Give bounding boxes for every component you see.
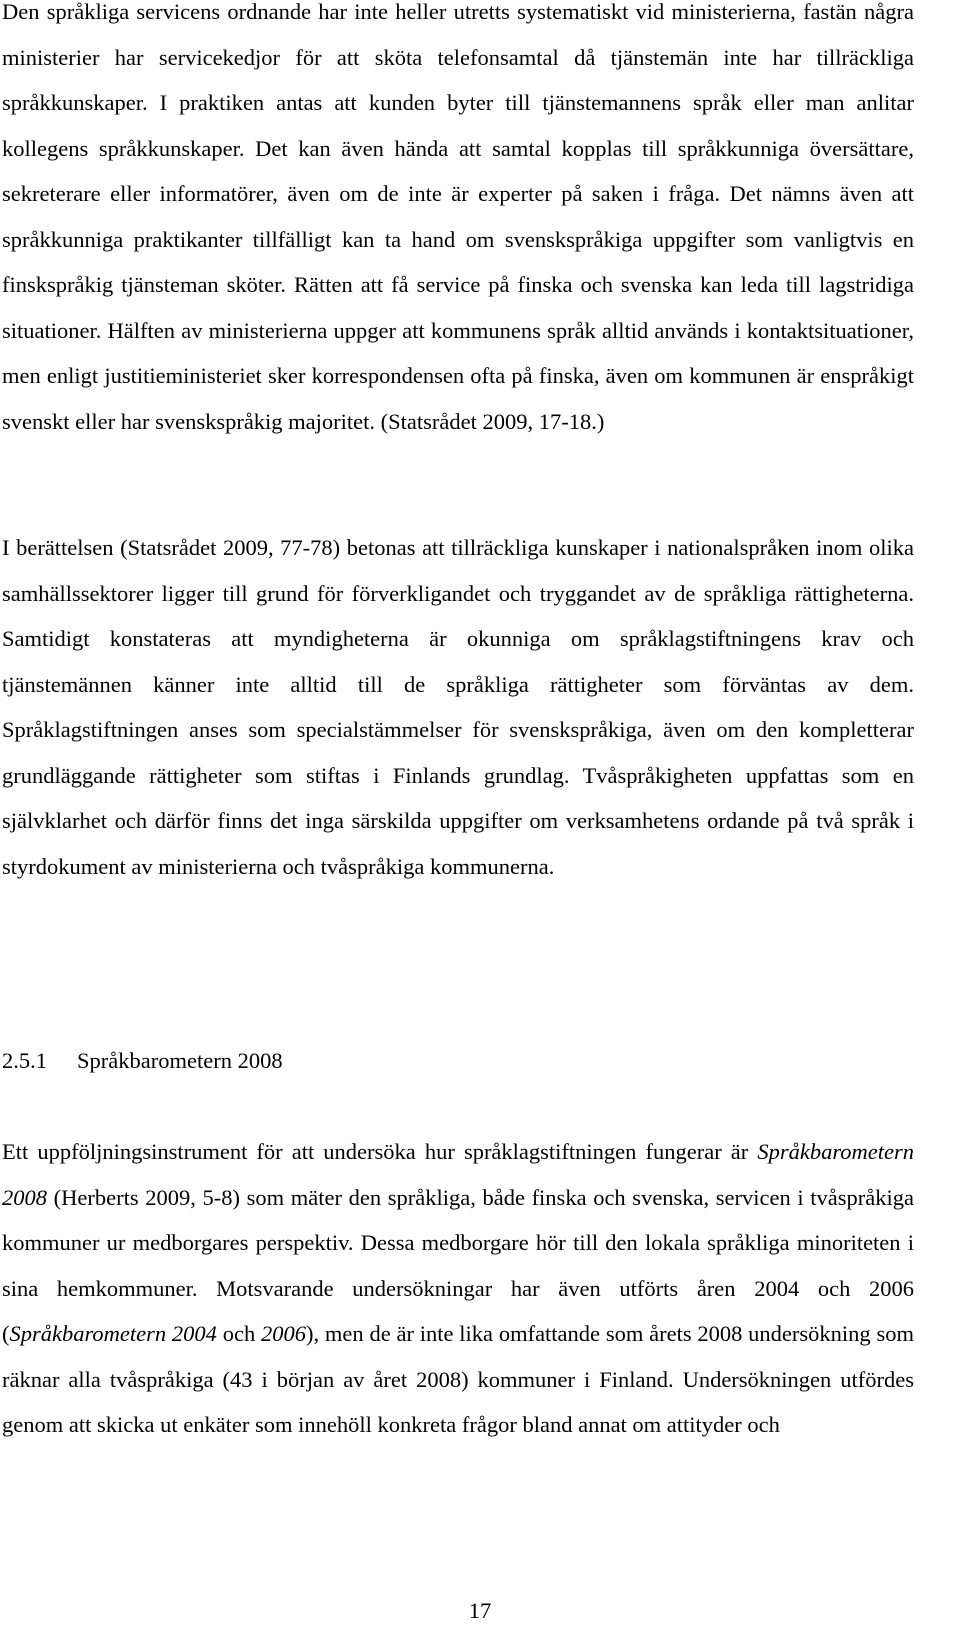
paragraph-statsradet-report: I berättelsen (Statsrådet 2009, 77-78) betonas att tillräckliga kunskaper i nationalspråken inom olika samhällssektorer ligger till grund för förverkligandet och tryggandet av de språkliga rättigheterna. Samtidigt konstateras att myndigheterna är okunniga om språklagstiftningens krav och tjänstemännen känner inte alltid till de språkliga rättigheter som förväntas av dem. Språklagstiftningen anses som specialstämmelser för svenskspråkiga, även om den kompletterar grundläggande rättigheter som stiftas i Finlands grundlag. Tvåspråkigheten uppfattas som en självklarhet och därför finns det inga särskilda uppgifter om verksamhetens ordande på två språk i styrdokument av ministerierna och tvåspråkiga kommunerna. (2, 535, 914, 879)
paragraph-ministries-service: Den språkliga servicens ordnande har inte heller utretts systematiskt vid ministerierna, fastän några ministerier har servicekedjor för att sköta telefonsamtal då tjänstemän inte har tillräckliga språkkunskaper. I praktiken antas att kunden byter till tjänstemannens språk eller man anlitar kollegens språkkunskaper. Det kan även hända att samtal kopplas till språkkunniga översättare, sekreterare eller informatörer, även om de inte är experter på saken i fråga. Det nämns även att språkkunniga praktikanter tillfälligt kan ta hand om svenskspråkiga uppgifter som vanligtvis en finskspråkig tjänsteman sköter. Rätten att få service på finska och svenska kan leda till lagstridiga situationer. Hälften av ministerierna uppger att kommunens språk alltid används i kontaktsituationer, men enligt justitieministeriet sker korrespondensen ofta på finska, även om kommunen är enspråkigt svenskt eller har svenskspråkig majoritet. (Statsrådet 2009, 17-18.) (2, 0, 914, 434)
paragraph-sprakbarometern (2, 1129, 914, 1448)
page-number: 17 (468, 1598, 492, 1623)
italic-title: Språkbarometern 2008 (2, 1139, 914, 1210)
text-segment: ), men de är inte lika omfattande som årets 2008 undersökning som räknar alla tvåspråkiga (43 i början av året 2008) kommuner i Finland. Undersökningen utfördes genom att skicka ut enkäter som innehöll konkreta frågor bland annat om attityder och (2, 1321, 914, 1437)
text-segment: (Herberts 2009, 5-8) som mäter den språkliga, både finska och svenska, servicen i tvåspråkiga kommuner ur medborgares perspektiv. Dessa medborgare hör till den lokala språkliga minoriteten i sina hemkommuner. Motsvarande undersökningar har även utförts åren 2004 och 2006 ( (2, 1184, 914, 1346)
text-segment: Ett uppföljningsinstrument för att undersöka hur språklagstiftningen fungerar är (2, 1139, 758, 1164)
section-number: 2.5.1 (2, 1048, 47, 1073)
italic-title: Språkbarometern 2004 (9, 1321, 217, 1346)
text-segment: och (216, 1321, 262, 1346)
section-heading (2, 1038, 283, 1084)
italic-title: 2006 (261, 1321, 307, 1346)
section-title: Språkbarometern 2008 (77, 1048, 283, 1073)
